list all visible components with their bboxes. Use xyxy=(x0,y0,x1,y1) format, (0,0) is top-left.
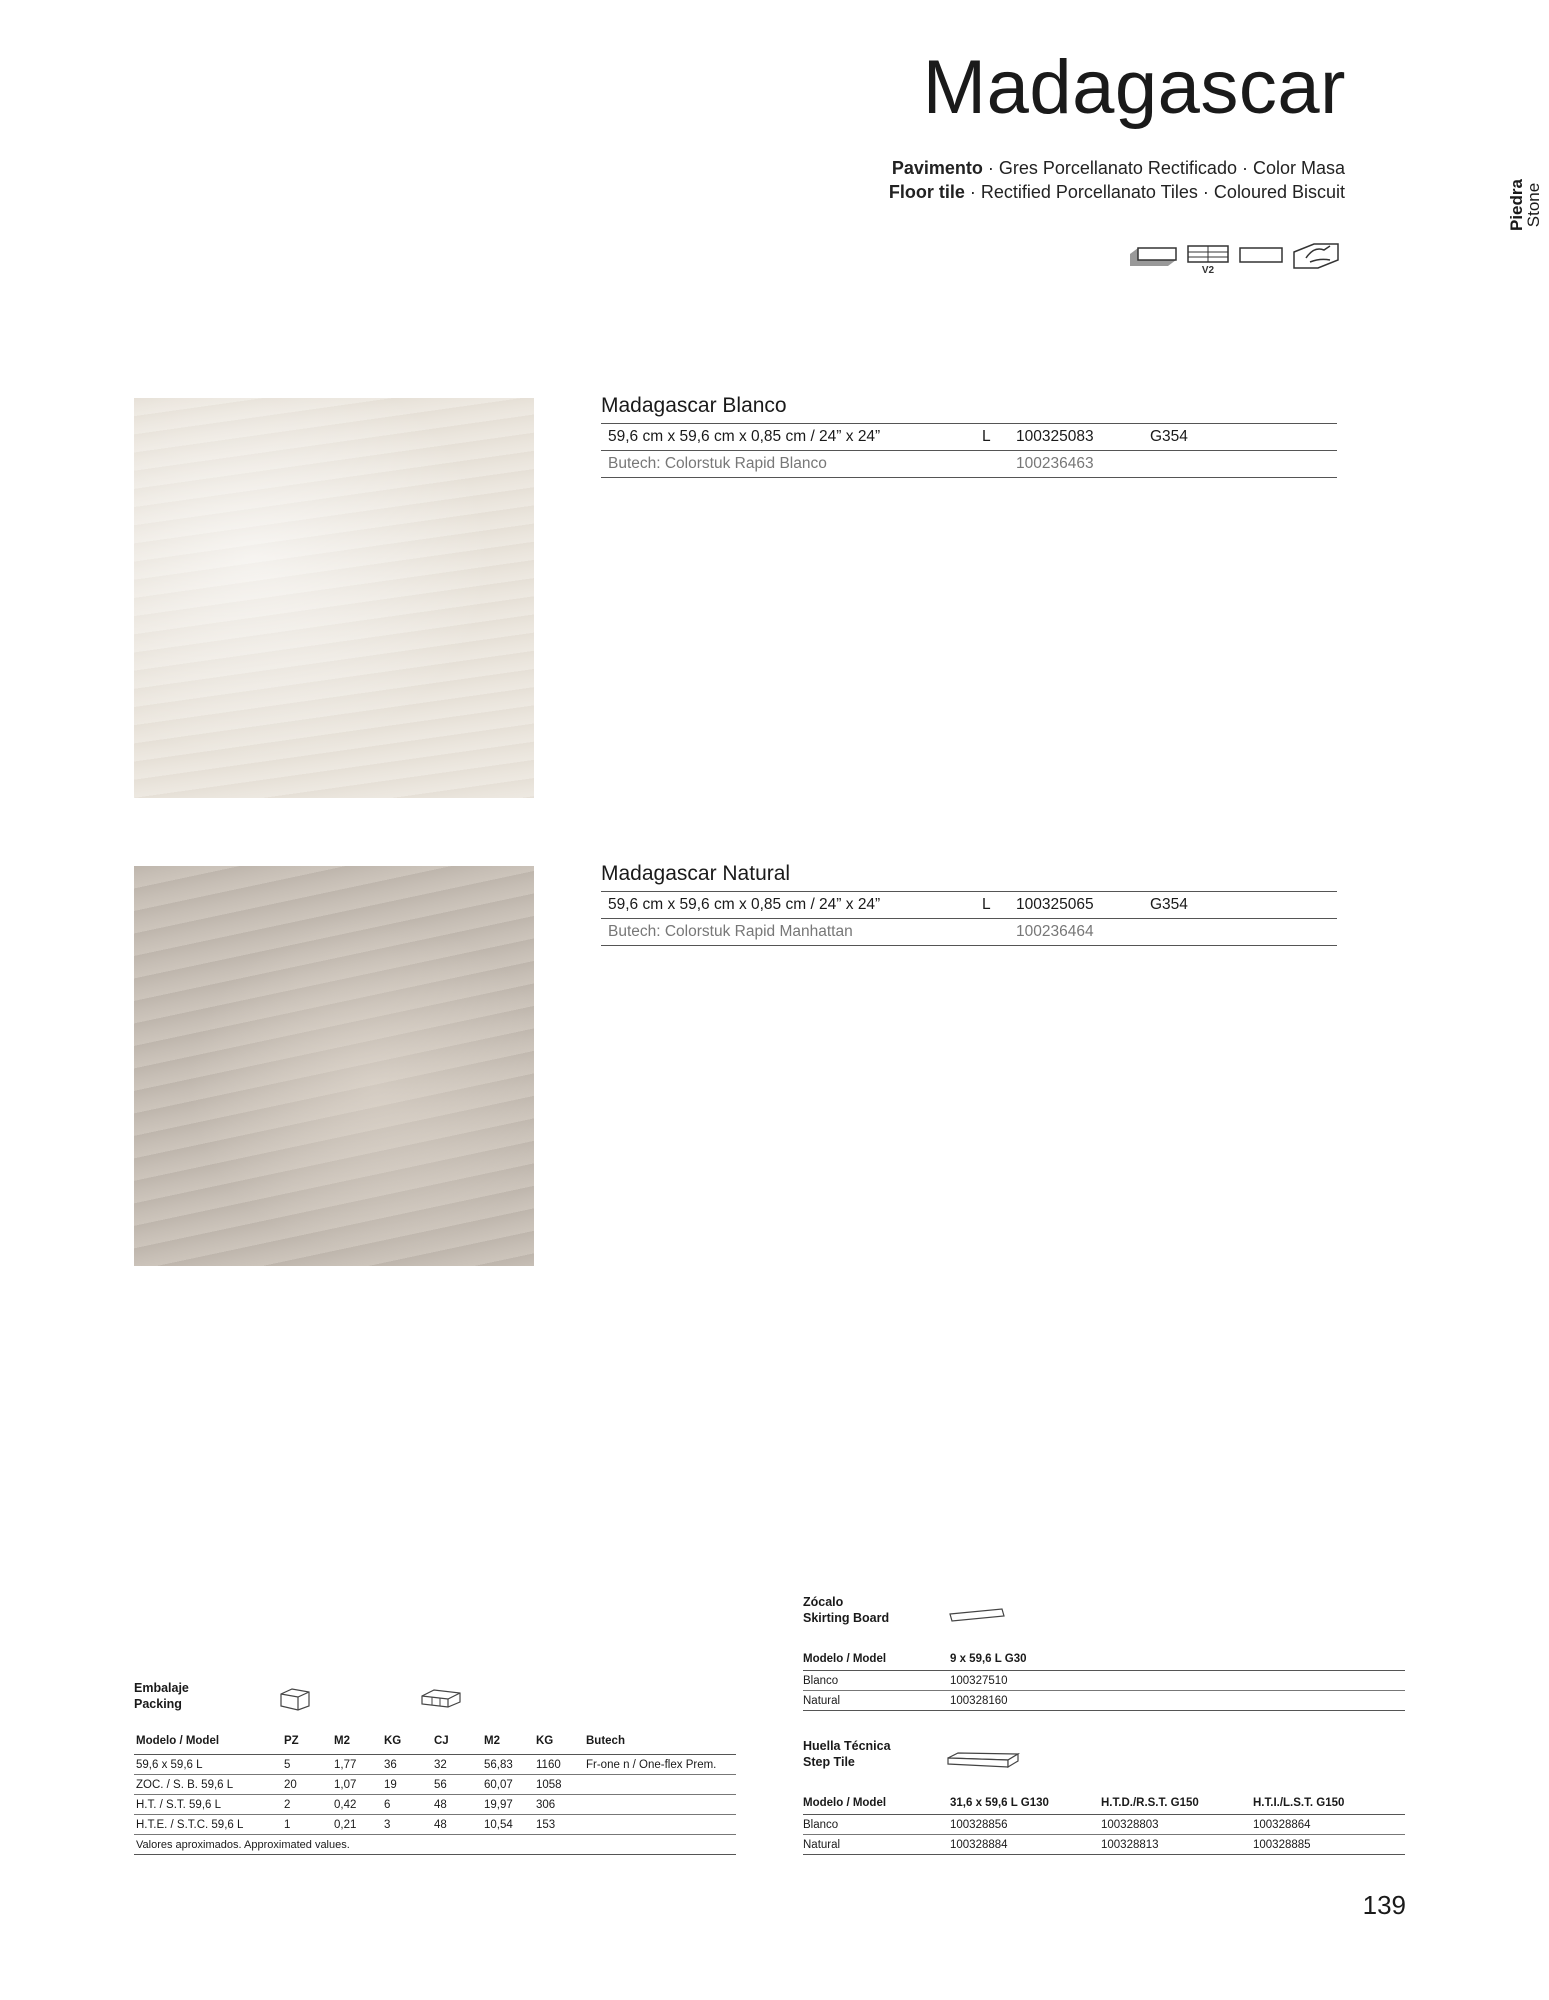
step-label-es: Huella Técnica xyxy=(803,1739,891,1753)
packing-label-es: Embalaje xyxy=(134,1681,189,1695)
table-row xyxy=(134,1815,736,1835)
col-header: Modelo / Model xyxy=(134,1728,282,1755)
cell: 100328803 xyxy=(1101,1815,1253,1835)
group-cell xyxy=(1143,919,1337,946)
spec-icons-svg xyxy=(1130,238,1346,278)
skirting-label-es: Zócalo xyxy=(803,1595,844,1609)
size-cell: 59,6 cm x 59,6 cm x 0,85 cm / 24” x 24” xyxy=(601,424,975,451)
col-header: CJ xyxy=(432,1728,482,1755)
cell: 60,07 xyxy=(482,1775,534,1795)
packing-label xyxy=(134,1680,189,1712)
cell: 0,42 xyxy=(332,1795,382,1815)
edge-cell xyxy=(975,451,1009,478)
table-row xyxy=(803,1691,1405,1711)
table-row xyxy=(803,1671,1405,1691)
cell: 20 xyxy=(282,1775,332,1795)
subtitle-es-bold: Pavimento xyxy=(891,158,983,178)
table-row xyxy=(601,919,1337,946)
step-label-en: Step Tile xyxy=(803,1755,855,1769)
cell xyxy=(584,1815,736,1835)
code-cell: 100325065 xyxy=(1009,892,1143,919)
cell: 19 xyxy=(382,1775,432,1795)
cell: Natural xyxy=(803,1691,950,1711)
page-title: Madagascar xyxy=(922,45,1346,130)
cell: 100328864 xyxy=(1253,1815,1405,1835)
edge-cell: L xyxy=(975,892,1009,919)
skirting-icon xyxy=(948,1606,1008,1624)
rectified-edge-icon xyxy=(1130,248,1176,266)
cell: 153 xyxy=(534,1815,584,1835)
cell: 1,77 xyxy=(332,1755,382,1775)
table-header-row xyxy=(134,1728,736,1755)
cell xyxy=(584,1775,736,1795)
tile-format-icon xyxy=(1240,248,1282,262)
cell: 56 xyxy=(432,1775,482,1795)
packing-table xyxy=(134,1728,736,1855)
table-row xyxy=(601,892,1337,919)
grout-cell: Butech: Colorstuk Rapid Manhattan xyxy=(601,919,975,946)
product-table xyxy=(601,423,1337,478)
cell: H.T.E. / S.T.C. 59,6 L xyxy=(134,1815,282,1835)
cell: 100328160 xyxy=(950,1691,1405,1711)
col-header: M2 xyxy=(482,1728,534,1755)
table-row xyxy=(803,1835,1405,1855)
product-name: Madagascar Natural xyxy=(601,862,791,885)
subtitle-es xyxy=(892,159,1345,177)
step-label xyxy=(803,1738,891,1770)
tile-image-natural xyxy=(134,866,534,1266)
table-row xyxy=(803,1815,1405,1835)
packing-label-en: Packing xyxy=(134,1697,182,1711)
cell: H.T. / S.T. 59,6 L xyxy=(134,1795,282,1815)
cell: 5 xyxy=(282,1755,332,1775)
cell: 59,6 x 59,6 L xyxy=(134,1755,282,1775)
pallet-icon xyxy=(418,1686,464,1712)
edge-cell: L xyxy=(975,424,1009,451)
table-row xyxy=(134,1775,736,1795)
col-header: H.T.D./R.S.T. G150 xyxy=(1101,1792,1253,1815)
cell: 3 xyxy=(382,1815,432,1835)
code-cell: 100236464 xyxy=(1009,919,1143,946)
cell: Blanco xyxy=(803,1671,950,1691)
cell: Fr-one n / One-flex Prem. xyxy=(584,1755,736,1775)
group-cell: G354 xyxy=(1143,892,1337,919)
cell: 100328813 xyxy=(1101,1835,1253,1855)
table-row xyxy=(601,451,1337,478)
cell: 306 xyxy=(534,1795,584,1815)
product-table xyxy=(601,891,1337,946)
category-tab-es: Piedra xyxy=(1507,179,1526,231)
skirting-table xyxy=(803,1648,1405,1711)
cell: 6 xyxy=(382,1795,432,1815)
cell: 1,07 xyxy=(332,1775,382,1795)
category-tab-en: Stone xyxy=(1524,182,1543,228)
cell: 100328856 xyxy=(950,1815,1101,1835)
grout-cell: Butech: Colorstuk Rapid Blanco xyxy=(601,451,975,478)
col-header: M2 xyxy=(332,1728,382,1755)
v2-label: V2 xyxy=(1201,265,1215,276)
cell: 1058 xyxy=(534,1775,584,1795)
category-tab xyxy=(1507,175,1543,235)
cell: Blanco xyxy=(803,1815,950,1835)
product-name: Madagascar Blanco xyxy=(601,394,787,417)
note-row xyxy=(134,1835,736,1855)
cell: 1 xyxy=(282,1815,332,1835)
cell: 100328885 xyxy=(1253,1835,1405,1855)
subtitle-en-rest: · Rectified Porcellanato Tiles · Coloured Biscuit xyxy=(964,182,1345,202)
code-cell: 100325083 xyxy=(1009,424,1143,451)
col-header: H.T.I./L.S.T. G150 xyxy=(1253,1792,1405,1815)
skirting-label xyxy=(803,1594,889,1626)
edge-cell xyxy=(975,919,1009,946)
col-header: PZ xyxy=(282,1728,332,1755)
code-cell: 100236463 xyxy=(1009,451,1143,478)
subtitle-en-bold: Floor tile xyxy=(888,182,965,202)
floor-use-icon xyxy=(1294,244,1338,268)
spec-icons xyxy=(1130,238,1346,278)
col-header: 9 x 59,6 L G30 xyxy=(950,1648,1405,1671)
subtitle-es-rest: · Gres Porcellanato Rectificado · Color Masa xyxy=(982,158,1345,178)
table-row xyxy=(601,424,1337,451)
cell: 19,97 xyxy=(482,1795,534,1815)
cell: ZOC. / S. B. 59,6 L xyxy=(134,1775,282,1795)
cell: 48 xyxy=(432,1795,482,1815)
cell: 1160 xyxy=(534,1755,584,1775)
group-cell: G354 xyxy=(1143,424,1337,451)
approx-note: Valores aproximados. Approximated values. xyxy=(134,1835,736,1855)
cell: 100327510 xyxy=(950,1671,1405,1691)
col-header: KG xyxy=(382,1728,432,1755)
cell: 100328884 xyxy=(950,1835,1101,1855)
table-header-row xyxy=(803,1792,1405,1815)
cell: 10,54 xyxy=(482,1815,534,1835)
tile-image-blanco xyxy=(134,398,534,798)
table-row xyxy=(134,1755,736,1775)
step-table xyxy=(803,1792,1405,1855)
skirting-label-en: Skirting Board xyxy=(803,1611,890,1625)
cell: Natural xyxy=(803,1835,950,1855)
subtitle-en xyxy=(889,183,1345,201)
step-tile-icon xyxy=(946,1750,1022,1772)
page-number: 139 xyxy=(1362,1890,1406,1920)
cell: 56,83 xyxy=(482,1755,534,1775)
cell: 32 xyxy=(432,1755,482,1775)
table-row xyxy=(134,1795,736,1815)
cell xyxy=(584,1795,736,1815)
box-icon xyxy=(278,1686,312,1712)
cell: 36 xyxy=(382,1755,432,1775)
col-header: Modelo / Model xyxy=(803,1648,950,1671)
cell: 48 xyxy=(432,1815,482,1835)
col-header: 31,6 x 59,6 L G130 xyxy=(950,1792,1101,1815)
col-header: Butech xyxy=(584,1728,736,1755)
size-cell: 59,6 cm x 59,6 cm x 0,85 cm / 24” x 24” xyxy=(601,892,975,919)
table-header-row xyxy=(803,1648,1405,1671)
col-header: Modelo / Model xyxy=(803,1792,950,1815)
cell: 0,21 xyxy=(332,1815,382,1835)
col-header: KG xyxy=(534,1728,584,1755)
cell: 2 xyxy=(282,1795,332,1815)
pattern-v2-icon xyxy=(1188,246,1228,276)
group-cell xyxy=(1143,451,1337,478)
